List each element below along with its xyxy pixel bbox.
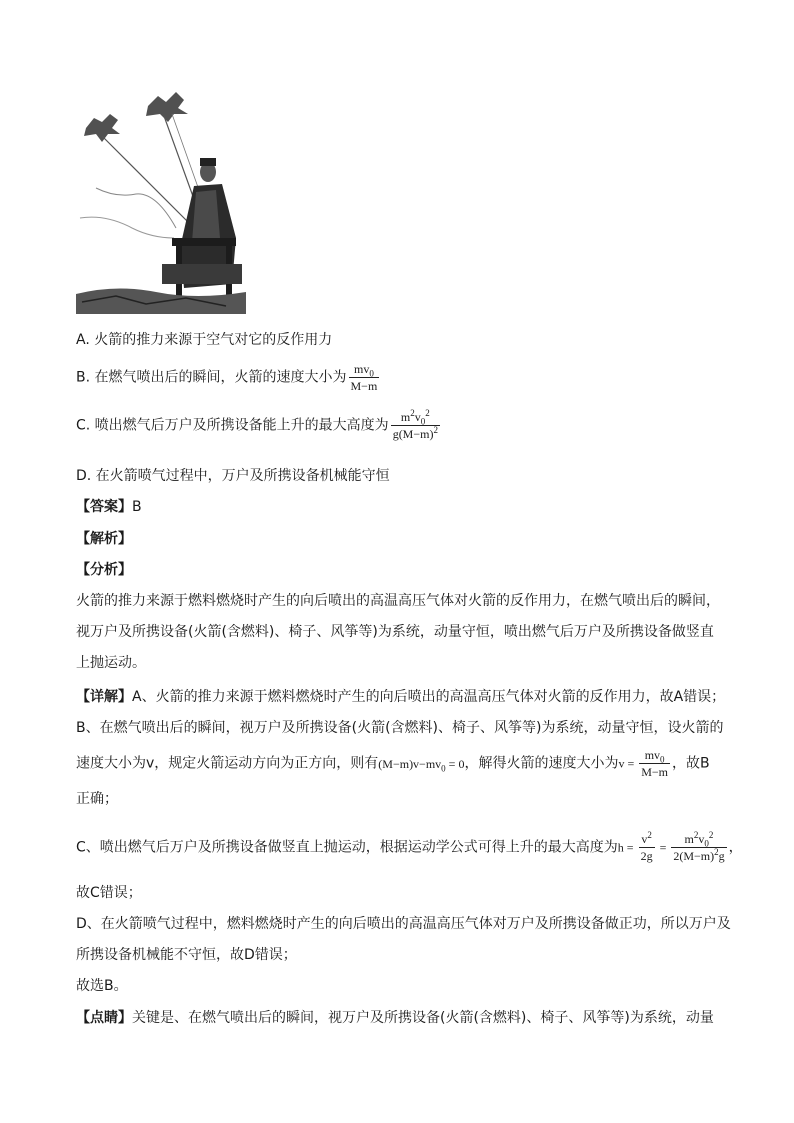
option-b-numerator-sub: 0 [369, 368, 374, 379]
detail-b-line-1: B、在燃气喷出后的瞬间，视万户及所携设备(火箭(含燃料)、椅子、风筝等)为系统，动量守恒，设火箭的 [76, 720, 724, 736]
answer-value: B [132, 499, 142, 515]
height-f2-num-v-sub: 0 [704, 838, 709, 849]
momentum-eq-sub: 0 [441, 762, 446, 773]
detail-d-line-2: 所携设备机械能不守恒，故D错误； [76, 947, 297, 963]
height-f2-num-v-sup: 2 [708, 830, 714, 840]
height-f1-num: v [641, 832, 648, 846]
option-c-num-v-sub: 0 [420, 416, 426, 427]
detail-c-line-2: 故C错误； [76, 885, 142, 901]
dianjing-line [76, 1008, 714, 1028]
height-f1-den: 2g [640, 849, 653, 863]
height-f2-num-m-sup: 2 [693, 830, 699, 840]
height-f2-den: 2(M−m) [673, 849, 715, 863]
detail-b-end: ，故B [672, 755, 710, 772]
choose-line: 故选B。 [76, 978, 128, 994]
height-equals: = [656, 840, 670, 855]
jiexi-label: 【解析】 [76, 531, 132, 547]
height-fraction-1 [639, 832, 655, 863]
detail-d-line-1: D、在火箭喷气过程中，燃料燃烧时产生的向后喷出的高温高压气体对万户及所携设备做正功，所以万户及 [76, 916, 731, 932]
detail-b-line-3: 正确； [76, 791, 118, 807]
option-c-num-m-sup: 2 [410, 408, 415, 418]
detail-b-pre: 速度大小为v，规定火箭运动方向为正方向，则有 [76, 755, 379, 772]
option-c-num-m: m [400, 410, 411, 424]
fenxi-line-2: 视万户及所携设备(火箭(含燃料)、椅子、风筝等)为系统，动量守恒，喷出燃气后万户及所携设备做竖直 [76, 624, 714, 640]
option-a: A. 火箭的推力来源于空气对它的反作用力 [76, 332, 333, 348]
height-f2-den-sup: 2 [714, 847, 719, 857]
velocity-frac-den: M−m [641, 765, 669, 779]
height-f1-num-sup: 2 [647, 830, 652, 840]
option-b-numerator: mv [353, 362, 370, 376]
option-c-num-v-sup: 2 [425, 408, 430, 418]
option-b [76, 362, 381, 393]
velocity-frac-num-sub: 0 [660, 754, 665, 765]
option-c-num-v: v [414, 410, 421, 424]
detail-a-line [76, 687, 725, 707]
answer-label: 【答案】 [76, 499, 132, 515]
height-eq-label: h = [617, 840, 637, 855]
fenxi-label: 【分析】 [76, 562, 132, 578]
fenxi-line-3: 上抛运动。 [76, 655, 146, 671]
velocity-frac-num: mv [644, 748, 661, 762]
wanhu-rocket-illustration [76, 88, 246, 314]
option-b-denominator: M−m [350, 379, 378, 393]
option-c-den-sup: 2 [433, 425, 438, 435]
height-fraction-2 [671, 832, 726, 863]
detail-label: 【详解】 [76, 689, 132, 705]
option-c-fraction [391, 410, 440, 441]
option-c-denominator: g(M−m) [392, 427, 434, 441]
dianjing-text: 关键是、在燃气喷出后的瞬间，视万户及所携设备(火箭(含燃料)、椅子、风筝等)为系统，动量 [132, 1010, 714, 1026]
option-b-text: B. 在燃气喷出后的瞬间，火箭的速度大小为 [76, 369, 347, 386]
velocity-fraction [639, 748, 670, 779]
momentum-eq-tail: = 0 [445, 756, 465, 771]
answer-line [76, 497, 142, 517]
option-c [76, 410, 442, 441]
height-f2-den-g: g [718, 849, 725, 863]
fenxi-line-1: 火箭的推力来源于燃料燃烧时产生的向后喷出的高温高压气体对火箭的反作用力，在燃气喷出后的瞬间， [76, 593, 720, 609]
detail-b-mid: ，解得火箭的速度大小为 [464, 755, 619, 772]
detail-b-line-2 [76, 748, 710, 779]
option-b-fraction [349, 362, 380, 393]
option-c-text: C. 喷出燃气后万户及所携设备能上升的最大高度为 [76, 417, 389, 434]
velocity-eq-label: v = [618, 756, 638, 771]
momentum-eq-main: (M−m)v−mv [378, 756, 442, 771]
height-f2-num-v: v [698, 832, 705, 846]
detail-a-text: A、火箭的推力来源于燃料燃烧时产生的向后喷出的高温高压气体对火箭的反作用力，故A错误； [132, 689, 726, 705]
dianjing-label: 【点睛】 [76, 1010, 132, 1026]
option-d: D. 在火箭喷气过程中，万户及所携设备机械能守恒 [76, 468, 390, 484]
detail-c-pre: C、喷出燃气后万户及所携设备做竖直上抛运动，根据运动学公式可得上升的最大高度为 [76, 839, 618, 856]
height-f2-num-m: m [684, 832, 694, 846]
momentum-equation [378, 757, 464, 771]
detail-c-end: ， [728, 839, 743, 856]
detail-c-line-1 [76, 832, 743, 863]
